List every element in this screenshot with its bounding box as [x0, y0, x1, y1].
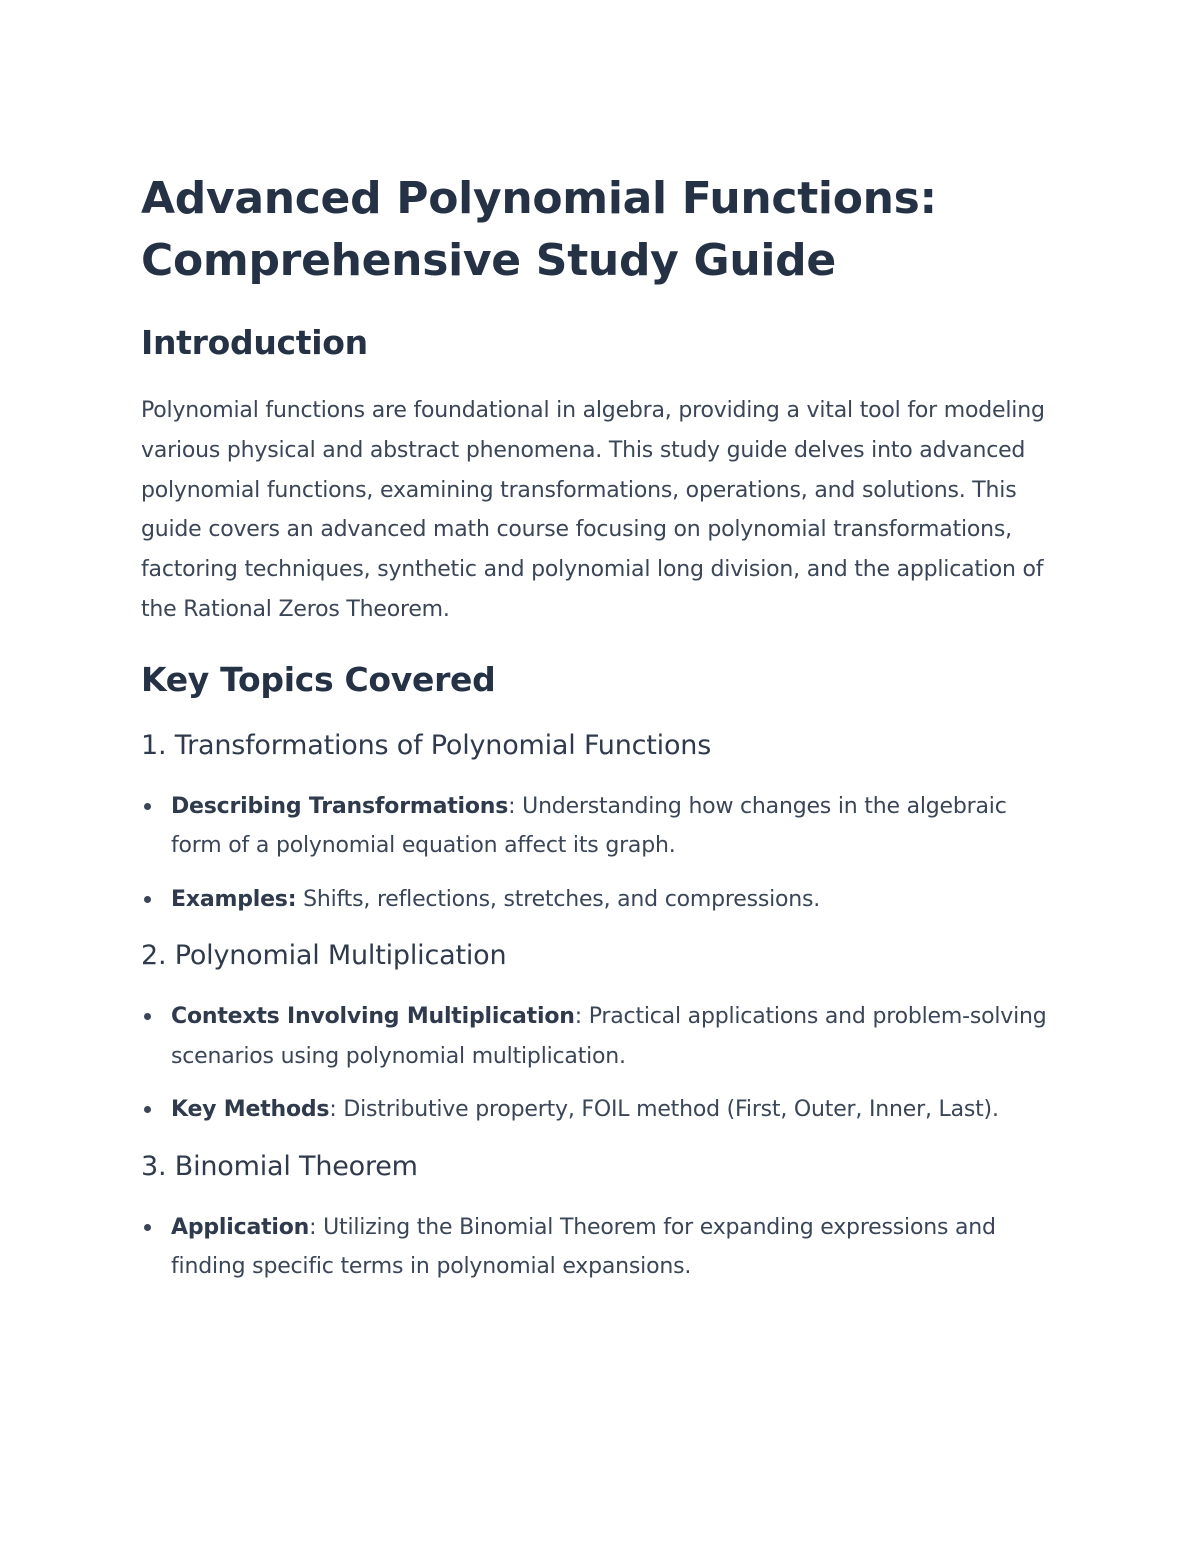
list-item-term: Application: [171, 1214, 310, 1240]
list-item: [141, 997, 1060, 1076]
list-item: [141, 1090, 1060, 1130]
bullet-icon: [144, 1224, 151, 1231]
list-item-term: Examples:: [171, 886, 297, 912]
section-title-multiplication: 2. Polynomial Multiplication: [141, 940, 507, 972]
introduction-heading: Introduction: [141, 323, 368, 362]
list-item-term: Key Methods: [171, 1097, 330, 1123]
section-list-transformations: [141, 787, 1060, 920]
page-title-line-1: Advanced Polynomial Functions:: [141, 173, 937, 224]
list-item-text: : Understanding how changes in the algebraic form of a polynomial equation affect its graph.: [171, 793, 1007, 859]
page-title: [141, 168, 1060, 292]
list-item: [141, 787, 1060, 866]
bullet-icon: [144, 803, 151, 810]
page-title-line-2: Comprehensive Study Guide: [141, 235, 836, 286]
section-list-binomial-theorem: [141, 1208, 1060, 1287]
list-item-text: Shifts, reflections, stretches, and compressions.: [296, 886, 821, 912]
bullet-icon: [144, 1013, 151, 1020]
section-title-binomial-theorem: 3. Binomial Theorem: [141, 1150, 418, 1182]
list-item-text: : Practical applications and problem-solving scenarios using polynomial multiplication.: [171, 1004, 1047, 1069]
bullet-icon: [144, 1106, 151, 1113]
section-list-multiplication: [141, 997, 1060, 1130]
list-item-term: Describing Transformations: [171, 793, 509, 819]
list-item: [141, 1208, 1060, 1287]
list-item-term: Contexts Involving Multiplication: [171, 1004, 575, 1030]
list-item-text: : Distributive property, FOIL method (First, Outer, Inner, Last).: [329, 1097, 999, 1123]
list-item: [141, 880, 1060, 920]
bullet-icon: [144, 896, 151, 903]
key-topics-heading: Key Topics Covered: [141, 659, 496, 699]
section-title-transformations: 1. Transformations of Polynomial Functions: [141, 729, 712, 761]
introduction-paragraph: Polynomial functions are foundational in algebra, providing a vital tool for modeling various physical and abstract phenomena. This study guide delves into advanced polynomial functions, examining transformations, operations, and solutions. This guide covers an advanced math course focusing on polynomial transformations, factoring techniques, synthetic and polynomial long division, and the application of the Rational Zeros Theorem.: [141, 398, 1045, 622]
list-item-text: : Utilizing the Binomial Theorem for expanding expressions and finding specific terms in polynomial expansions.: [171, 1214, 996, 1280]
